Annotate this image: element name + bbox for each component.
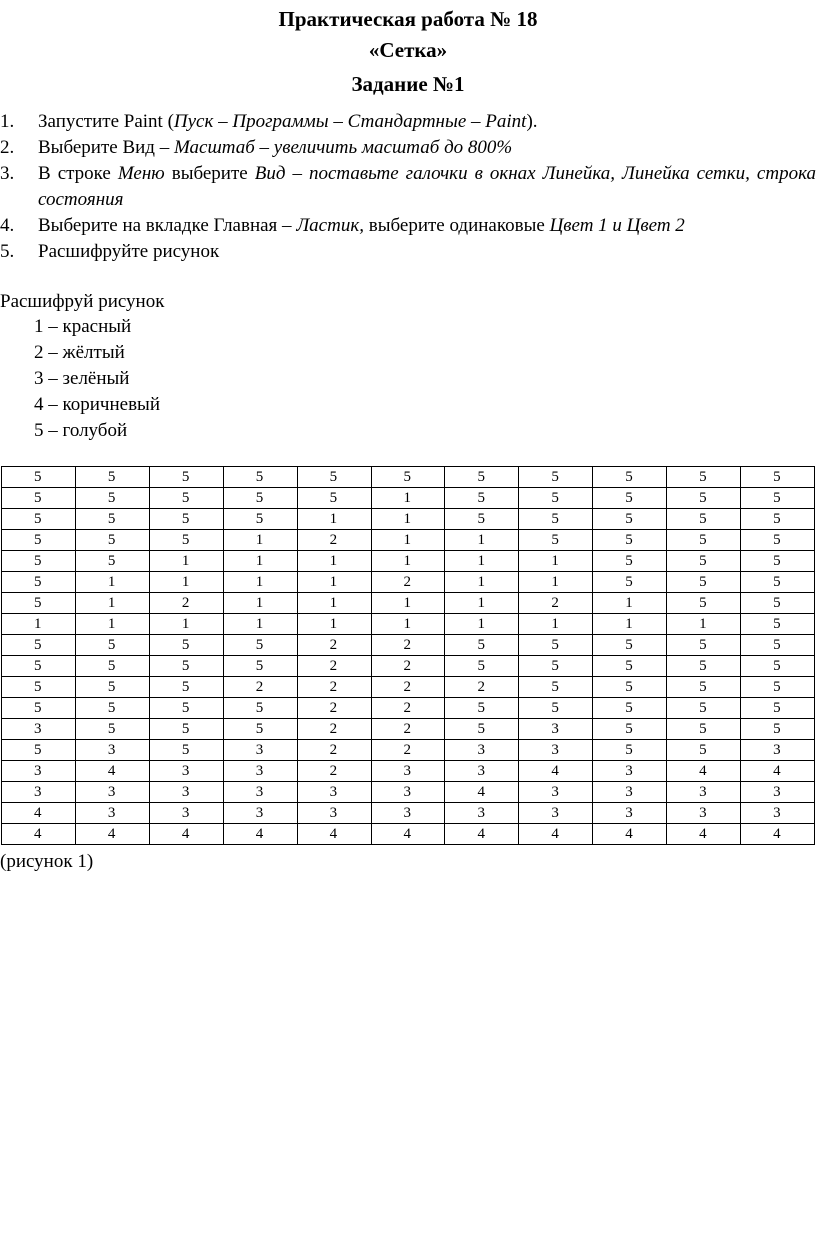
- grid-cell: 5: [445, 719, 519, 740]
- grid-cell: 3: [593, 803, 667, 824]
- grid-row: [2, 782, 815, 803]
- grid-cell: 5: [2, 467, 76, 488]
- grid-cell: 3: [75, 782, 149, 803]
- grid-cell: 1: [149, 614, 223, 635]
- grid-cell: 4: [741, 824, 815, 845]
- grid-cell: 4: [223, 824, 297, 845]
- legend-item: 3 – зелёный: [34, 368, 130, 389]
- grid-cell: 3: [667, 803, 741, 824]
- grid-cell: 2: [371, 719, 445, 740]
- grid-cell: 1: [445, 572, 519, 593]
- grid-cell: 2: [297, 656, 371, 677]
- grid-cell: 3: [297, 803, 371, 824]
- grid-cell: 5: [297, 488, 371, 509]
- grid-cell: 5: [297, 467, 371, 488]
- grid-cell: 3: [371, 761, 445, 782]
- grid-cell: 5: [445, 467, 519, 488]
- grid-cell: 5: [667, 488, 741, 509]
- grid-cell: 1: [223, 551, 297, 572]
- legend-item: 2 – жёлтый: [34, 342, 125, 363]
- grid-cell: 5: [667, 593, 741, 614]
- grid-cell: 3: [519, 803, 593, 824]
- grid-cell: 5: [741, 593, 815, 614]
- grid-cell: 3: [445, 761, 519, 782]
- step-number: 4.: [0, 215, 15, 236]
- grid-cell: 3: [519, 782, 593, 803]
- grid-cell: 1: [75, 593, 149, 614]
- grid-cell: 5: [2, 635, 76, 656]
- grid-cell: 4: [75, 824, 149, 845]
- grid-cell: 5: [75, 698, 149, 719]
- grid-row: [2, 551, 815, 572]
- number-grid: [1, 466, 815, 845]
- grid-cell: 5: [2, 530, 76, 551]
- grid-cell: 3: [2, 761, 76, 782]
- grid-cell: 5: [741, 614, 815, 635]
- instruction-step: [0, 213, 816, 239]
- grid-cell: 4: [149, 824, 223, 845]
- grid-cell: 3: [371, 782, 445, 803]
- grid-cell: 1: [593, 593, 667, 614]
- grid-cell: 1: [297, 593, 371, 614]
- grid-cell: 5: [223, 509, 297, 530]
- grid-cell: 3: [741, 740, 815, 761]
- grid-cell: 3: [149, 803, 223, 824]
- grid-cell: 1: [297, 509, 371, 530]
- grid-cell: 1: [297, 572, 371, 593]
- grid-cell: 5: [371, 467, 445, 488]
- instruction-step: [0, 135, 816, 161]
- grid-cell: 2: [297, 740, 371, 761]
- instruction-list: [0, 109, 816, 265]
- grid-cell: 1: [667, 614, 741, 635]
- grid-cell: 5: [75, 467, 149, 488]
- grid-cell: 5: [149, 635, 223, 656]
- instruction-step: [0, 109, 816, 135]
- grid-cell: 5: [445, 698, 519, 719]
- legend-item: 5 – голубой: [34, 420, 128, 441]
- grid-row: [2, 719, 815, 740]
- grid-cell: 5: [519, 677, 593, 698]
- grid-cell: 3: [445, 740, 519, 761]
- grid-cell: 2: [371, 698, 445, 719]
- grid-cell: 5: [223, 467, 297, 488]
- grid-cell: 2: [149, 593, 223, 614]
- grid-cell: 2: [445, 677, 519, 698]
- grid-cell: 1: [519, 551, 593, 572]
- grid-cell: 5: [75, 656, 149, 677]
- step-text: В строке: [38, 163, 118, 184]
- grid-cell: 5: [667, 698, 741, 719]
- grid-cell: 5: [741, 719, 815, 740]
- grid-cell: 5: [667, 530, 741, 551]
- step-text: Расшифруйте рисунок: [38, 241, 220, 262]
- grid-cell: 2: [371, 656, 445, 677]
- grid-cell: 3: [667, 782, 741, 803]
- step-text-italic: Меню: [117, 163, 165, 184]
- step-text-italic: Пуск – Программы – Стандартные – Paint: [173, 111, 527, 132]
- grid-cell: 4: [519, 761, 593, 782]
- grid-cell: 1: [75, 572, 149, 593]
- grid-cell: 2: [519, 593, 593, 614]
- step-number: 5.: [0, 241, 15, 262]
- grid-cell: 5: [149, 698, 223, 719]
- grid-cell: 1: [149, 572, 223, 593]
- grid-cell: 4: [741, 761, 815, 782]
- grid-cell: 1: [371, 551, 445, 572]
- grid-cell: 5: [593, 572, 667, 593]
- grid-cell: 5: [223, 656, 297, 677]
- step-text: ).: [526, 111, 538, 132]
- page-title: Практическая работа № 18: [278, 7, 538, 31]
- grid-cell: 5: [149, 467, 223, 488]
- grid-cell: 4: [445, 824, 519, 845]
- grid-cell: 1: [445, 530, 519, 551]
- grid-cell: 3: [519, 740, 593, 761]
- page-subtitle: «Сетка»: [368, 38, 448, 62]
- grid-cell: 3: [741, 803, 815, 824]
- grid-cell: 5: [667, 635, 741, 656]
- grid-cell: 1: [2, 614, 76, 635]
- grid-cell: 5: [667, 719, 741, 740]
- step-text: выберите: [164, 163, 255, 184]
- grid-cell: 3: [2, 782, 76, 803]
- grid-cell: 5: [149, 530, 223, 551]
- grid-cell: 5: [519, 698, 593, 719]
- grid-cell: 5: [75, 719, 149, 740]
- grid-cell: 5: [149, 677, 223, 698]
- grid-cell: 3: [75, 803, 149, 824]
- grid-cell: 5: [2, 509, 76, 530]
- grid-row: [2, 614, 815, 635]
- grid-cell: 2: [371, 635, 445, 656]
- grid-cell: 5: [667, 509, 741, 530]
- grid-cell: 1: [519, 572, 593, 593]
- grid-cell: 5: [2, 698, 76, 719]
- grid-cell: 5: [149, 509, 223, 530]
- grid-cell: 5: [593, 530, 667, 551]
- grid-cell: 1: [149, 551, 223, 572]
- grid-cell: 5: [75, 530, 149, 551]
- grid-cell: 5: [741, 509, 815, 530]
- grid-cell: 5: [223, 488, 297, 509]
- step-text: выберите одинаковые: [363, 215, 550, 236]
- grid-cell: 5: [75, 551, 149, 572]
- grid-cell: 4: [445, 782, 519, 803]
- grid-cell: 4: [519, 824, 593, 845]
- grid-cell: 1: [223, 614, 297, 635]
- grid-row: [2, 803, 815, 824]
- grid-cell: 1: [445, 593, 519, 614]
- grid-cell: 3: [223, 761, 297, 782]
- grid-cell: 4: [2, 803, 76, 824]
- grid-cell: 1: [519, 614, 593, 635]
- grid-cell: 1: [223, 593, 297, 614]
- grid-cell: 4: [371, 824, 445, 845]
- grid-cell: 5: [445, 509, 519, 530]
- step-text-italic: Ластик,: [296, 215, 364, 236]
- legend-item: 1 – красный: [34, 316, 132, 337]
- grid-cell: 2: [371, 677, 445, 698]
- grid-cell: 1: [371, 530, 445, 551]
- grid-cell: 5: [149, 656, 223, 677]
- grid-cell: 3: [519, 719, 593, 740]
- grid-cell: 5: [741, 467, 815, 488]
- instruction-step: [0, 239, 816, 265]
- grid-cell: 5: [2, 488, 76, 509]
- grid-cell: 2: [223, 677, 297, 698]
- grid-cell: 3: [223, 740, 297, 761]
- grid-cell: 4: [667, 761, 741, 782]
- grid-cell: 2: [371, 572, 445, 593]
- grid-cell: 5: [2, 677, 76, 698]
- grid-cell: 5: [149, 740, 223, 761]
- grid-cell: 1: [297, 551, 371, 572]
- grid-row: [2, 635, 815, 656]
- grid-cell: 5: [519, 530, 593, 551]
- grid-cell: 5: [445, 488, 519, 509]
- grid-row: [2, 824, 815, 845]
- grid-cell: 5: [223, 719, 297, 740]
- grid-cell: 5: [741, 656, 815, 677]
- grid-cell: 5: [593, 467, 667, 488]
- grid-cell: 4: [667, 824, 741, 845]
- grid-cell: 5: [519, 488, 593, 509]
- grid-row: [2, 761, 815, 782]
- grid-cell: 5: [667, 740, 741, 761]
- grid-cell: 2: [297, 635, 371, 656]
- task-heading: Задание №1: [351, 72, 465, 96]
- grid-row: [2, 488, 815, 509]
- grid-cell: 1: [371, 593, 445, 614]
- grid-cell: 5: [593, 551, 667, 572]
- grid-cell: 5: [593, 656, 667, 677]
- grid-cell: 5: [519, 467, 593, 488]
- step-number: 1.: [0, 111, 15, 132]
- grid-cell: 3: [75, 740, 149, 761]
- grid-cell: 1: [75, 614, 149, 635]
- grid-cell: 5: [2, 551, 76, 572]
- color-legend: [34, 314, 160, 444]
- grid-cell: 5: [593, 677, 667, 698]
- grid-cell: 3: [741, 782, 815, 803]
- grid-cell: 5: [2, 593, 76, 614]
- grid-cell: 1: [445, 551, 519, 572]
- grid-row: [2, 530, 815, 551]
- grid-cell: 4: [297, 824, 371, 845]
- step-text: Запустите Paint (: [38, 111, 174, 132]
- grid-cell: 5: [667, 677, 741, 698]
- step-text: Выберите Вид –: [38, 137, 174, 158]
- grid-cell: 5: [741, 530, 815, 551]
- grid-cell: 5: [445, 635, 519, 656]
- grid-cell: 5: [519, 509, 593, 530]
- grid-cell: 4: [593, 824, 667, 845]
- grid-cell: 3: [2, 719, 76, 740]
- grid-cell: 2: [297, 719, 371, 740]
- grid-cell: 5: [223, 698, 297, 719]
- legend-item: 4 – коричневый: [34, 394, 160, 415]
- grid-cell: 5: [445, 656, 519, 677]
- grid-row: [2, 509, 815, 530]
- grid-cell: 1: [297, 614, 371, 635]
- grid-cell: 3: [297, 782, 371, 803]
- step-text: Выберите на вкладке Главная –: [38, 215, 297, 236]
- grid-row: [2, 698, 815, 719]
- grid-cell: 5: [741, 551, 815, 572]
- grid-cell: 2: [371, 740, 445, 761]
- step-text-italic: Вид – поставьте галочки в окнах Линейка, Линейка сетки, строка состояния: [38, 163, 816, 210]
- grid-cell: 1: [223, 530, 297, 551]
- grid-cell: 5: [2, 572, 76, 593]
- grid-cell: 5: [741, 635, 815, 656]
- instruction-step: [0, 161, 816, 213]
- grid-row: [2, 593, 815, 614]
- grid-cell: 5: [149, 488, 223, 509]
- grid-row: [2, 467, 815, 488]
- grid-cell: 5: [667, 572, 741, 593]
- grid-row: [2, 677, 815, 698]
- grid-cell: 5: [593, 740, 667, 761]
- legend-title: Расшифруй рисунок: [0, 291, 165, 312]
- grid-cell: 2: [297, 677, 371, 698]
- grid-cell: 5: [593, 719, 667, 740]
- figure-caption: (рисунок 1): [0, 851, 94, 872]
- grid-cell: 5: [519, 656, 593, 677]
- grid-row: [2, 656, 815, 677]
- grid-cell: 4: [2, 824, 76, 845]
- grid-cell: 2: [297, 761, 371, 782]
- grid-cell: 3: [223, 803, 297, 824]
- grid-cell: 1: [223, 572, 297, 593]
- grid-cell: 5: [2, 740, 76, 761]
- grid-cell: 5: [593, 488, 667, 509]
- step-text-italic: Масштаб – увеличить масштаб до 800%: [173, 137, 513, 158]
- grid-row: [2, 740, 815, 761]
- grid-cell: 5: [667, 551, 741, 572]
- grid-cell: 3: [445, 803, 519, 824]
- grid-cell: 5: [149, 719, 223, 740]
- grid-cell: 3: [371, 803, 445, 824]
- step-number: 3.: [0, 163, 15, 184]
- grid-cell: 5: [741, 698, 815, 719]
- step-text-italic: Цвет 1 и Цвет 2: [549, 215, 685, 236]
- grid-cell: 3: [149, 761, 223, 782]
- grid-cell: 5: [75, 677, 149, 698]
- grid-cell: 3: [223, 782, 297, 803]
- grid-cell: 1: [593, 614, 667, 635]
- grid-cell: 5: [593, 698, 667, 719]
- grid-cell: 1: [371, 614, 445, 635]
- grid-cell: 2: [297, 698, 371, 719]
- grid-cell: 1: [445, 614, 519, 635]
- grid-cell: 4: [75, 761, 149, 782]
- step-number: 2.: [0, 137, 15, 158]
- grid-cell: 1: [371, 488, 445, 509]
- grid-cell: 5: [741, 677, 815, 698]
- grid-cell: 5: [2, 656, 76, 677]
- grid-cell: 5: [593, 509, 667, 530]
- grid-cell: 5: [741, 572, 815, 593]
- grid-cell: 5: [667, 656, 741, 677]
- grid-cell: 5: [75, 635, 149, 656]
- grid-cell: 5: [75, 488, 149, 509]
- grid-cell: 5: [667, 467, 741, 488]
- grid-cell: 5: [593, 635, 667, 656]
- grid-cell: 3: [593, 761, 667, 782]
- grid-cell: 2: [297, 530, 371, 551]
- grid-cell: 5: [741, 488, 815, 509]
- grid-cell: 5: [519, 635, 593, 656]
- grid-cell: 5: [223, 635, 297, 656]
- grid-cell: 3: [149, 782, 223, 803]
- grid-cell: 1: [371, 509, 445, 530]
- grid-cell: 3: [593, 782, 667, 803]
- grid-cell: 5: [75, 509, 149, 530]
- grid-row: [2, 572, 815, 593]
